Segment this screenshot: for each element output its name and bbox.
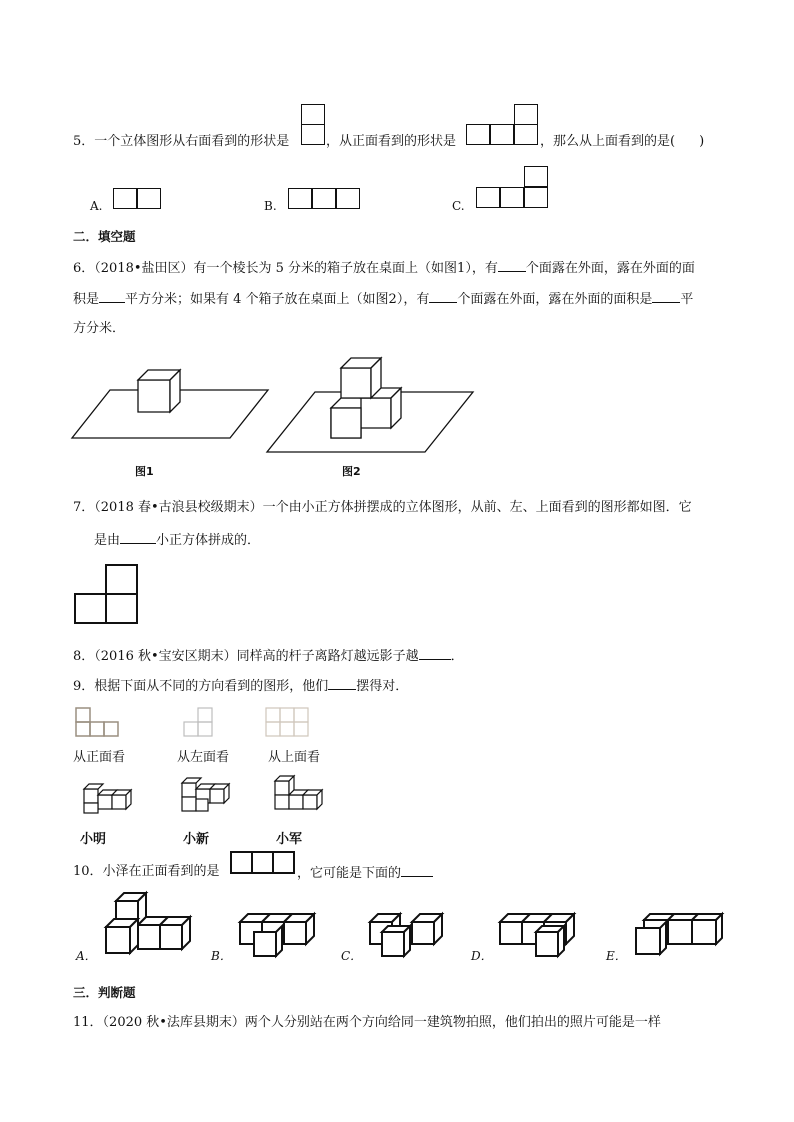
q9-arrangement-xiaoming (82, 775, 142, 815)
q6-line-3: 方分米． (73, 321, 126, 336)
q5-num: 5． (73, 134, 95, 149)
q9-left-view-figure (183, 707, 223, 739)
q9-top-view-figure (265, 707, 315, 739)
q9-blank[interactable] (328, 675, 356, 690)
q9-arrangement-xiaojun (273, 775, 333, 815)
q5-right-view-figure (301, 104, 325, 146)
q9-view-label-top: 从上面看 (268, 750, 321, 765)
q5-line (73, 132, 289, 152)
q6-blank-3[interactable] (429, 288, 457, 303)
q6-line-1: 6．（2018•盐田区）有一个棱长为 5 分米的箱子放在桌面上（如图1），有 个面露在外面，露在外面的面 (73, 257, 695, 279)
q6-figure-1 (70, 375, 270, 445)
q5-front-view-figure (466, 104, 540, 146)
q10-option-d-figure[interactable] (498, 912, 580, 960)
q8-blank[interactable] (419, 645, 451, 660)
q10-option-b-label[interactable]: B． (211, 949, 232, 963)
q9-name-xiaoming: 小明 (80, 832, 107, 847)
q5-option-b-label[interactable]: B. (264, 199, 277, 213)
q11-line: 11．（2020 秋•法库县期末）两个人分别站在两个方向给同一建筑物拍照，他们拍出的照片可能是一样 (73, 1015, 661, 1030)
q10-option-e-figure[interactable] (634, 912, 724, 960)
q6-line-2: 积是 平方分米；如果有 4 个箱子放在桌面上（如图2），有 个面露在外面，露在外面的面积是 平 (73, 288, 693, 310)
q6-blank-2[interactable] (99, 288, 125, 303)
q9-name-xiaoxin: 小新 (183, 832, 210, 847)
q6-blank-4[interactable] (652, 288, 680, 303)
section-judgement-heading: 三．判断题 (73, 985, 136, 1000)
q9-arrangement-xiaoxin (178, 775, 242, 815)
q10-option-c-label[interactable]: C． (341, 949, 363, 963)
q10-option-a-figure[interactable] (104, 893, 194, 957)
q5-text-1: 一个立体图形从右面看到的形状是 (94, 134, 290, 149)
q6-figure-2 (265, 360, 475, 455)
q7-line-2: 是由 小正方体拼成的． (94, 529, 260, 551)
q5-option-c-label[interactable]: C. (452, 199, 465, 213)
q6-figure-1-caption: 图1 (135, 465, 154, 478)
q5-option-a-label[interactable]: A. (90, 199, 103, 213)
q6-figure-2-caption: 图2 (342, 465, 361, 478)
q10-text-1: 10．小泽在正面看到的是 (73, 864, 220, 879)
q8-line: 8．（2016 秋•宝安区期末）同样高的杆子离路灯越远影子越 ． (73, 645, 464, 667)
q10-option-d-label[interactable]: D． (471, 949, 493, 963)
q9-view-label-front: 从正面看 (73, 750, 126, 765)
q9-view-label-left: 从左面看 (177, 750, 230, 765)
q9-front-view-figure (75, 707, 135, 739)
q10-option-c-figure[interactable] (368, 912, 448, 960)
q5-text-2: ，从正面看到的形状是 (326, 134, 457, 149)
q6-blank-1[interactable] (498, 257, 526, 272)
q7-view-figure (74, 564, 140, 626)
q7-blank[interactable] (120, 529, 156, 544)
q10-option-e-label[interactable]: E． (606, 949, 627, 963)
q10-blank[interactable] (401, 862, 433, 877)
q10-option-b-figure[interactable] (238, 912, 320, 960)
q10-text-2-line: ，它可能是下面的 (297, 862, 433, 884)
q10-option-a-label[interactable]: A． (76, 949, 97, 963)
q9-line: 9．根据下面从不同的方向看到的图形，他们 摆得对． (73, 675, 408, 697)
q9-name-xiaojun: 小军 (276, 832, 303, 847)
section-fill-blank-heading: 二．填空题 (73, 229, 136, 244)
q5-text-3: ，那么从上面看到的是( ) (540, 134, 705, 149)
q7-line-1: 7．（2018 春•古浪县校级期末）一个由小正方体拼摆成的立体图形，从前、左、上面看到的图形都如图．它 (73, 500, 692, 515)
